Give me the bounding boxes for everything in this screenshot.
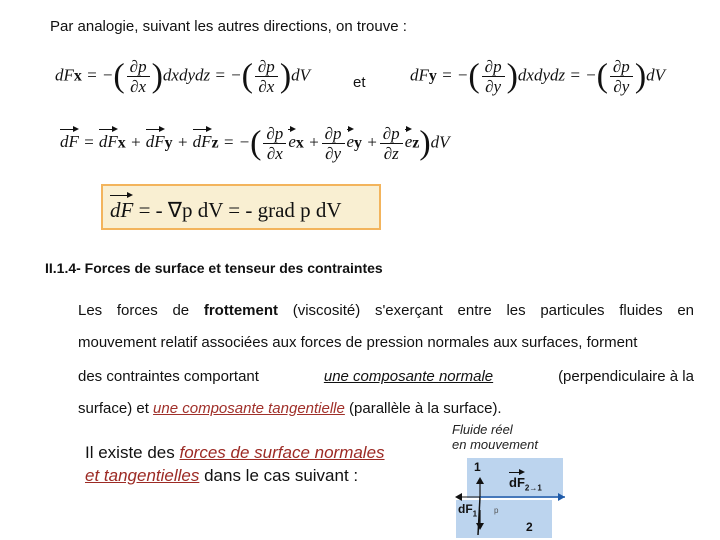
layer-label-1: 1 bbox=[474, 460, 481, 474]
normal-arrowhead-left bbox=[455, 493, 462, 501]
normal-arrowhead-up bbox=[476, 477, 484, 484]
tangential-arrowhead bbox=[558, 493, 565, 501]
bottom-text: Il existe des forces de surface normales et tangentielles dans le cas suivant : bbox=[85, 443, 385, 485]
force-arrows bbox=[440, 455, 570, 540]
figure-title-2: en mouvement bbox=[452, 437, 538, 452]
figure-title-1: Fluide réel bbox=[452, 422, 513, 437]
paragraph-line-4: surface) et une composante tangentielle (parallèle à la surface). bbox=[78, 400, 502, 417]
paragraph-line-2: mouvement relatif associées aux forces de pression normales aux surfaces, forment bbox=[78, 334, 638, 351]
equation-dFx: dFx = −( $\frac{\partial p}{\partial x}$ )dxdydz = −( $\frac{\partial p}{\partial x}$ )dV bbox=[55, 57, 311, 96]
force-label-dF21: $dF_{2\to 1}$ bbox=[509, 475, 542, 493]
result-equation: dF = - ∇p dV = - grad p dV bbox=[110, 198, 342, 222]
intro-text: Par analogie, suivant les autres directions, on trouve : bbox=[50, 18, 407, 35]
layer-label-2: 2 bbox=[526, 520, 533, 534]
pressure-label: p bbox=[494, 506, 499, 515]
section-title: II.1.4- Forces de surface et tenseur des contraintes bbox=[45, 260, 383, 276]
paragraph-line-1: Les forces de frottement (viscosité) s'exerçant entre les particules fluides en bbox=[78, 302, 694, 319]
force-label-dF1: $dF_1$ bbox=[458, 502, 478, 519]
normal-arrowhead-down bbox=[476, 523, 484, 530]
equation-dFy: dFy = −( $\frac{\partial p}{\partial y}$ )dxdydz = −( $\frac{\partial p}{\partial y}$ )dV bbox=[410, 57, 666, 96]
equation-vector-dF: dF = dFx + dFy + dFz = −( $\frac{\partial p}{\partial x}$ ex + $\frac{\partial p}{\partial y}$ ey + $\frac{\partial p}{\partial z}$ ez)dV bbox=[60, 124, 450, 163]
paragraph-line-3: des contraintes comportant une composante normale (perpendiculaire à la bbox=[78, 368, 694, 385]
et-label: et bbox=[353, 74, 366, 91]
